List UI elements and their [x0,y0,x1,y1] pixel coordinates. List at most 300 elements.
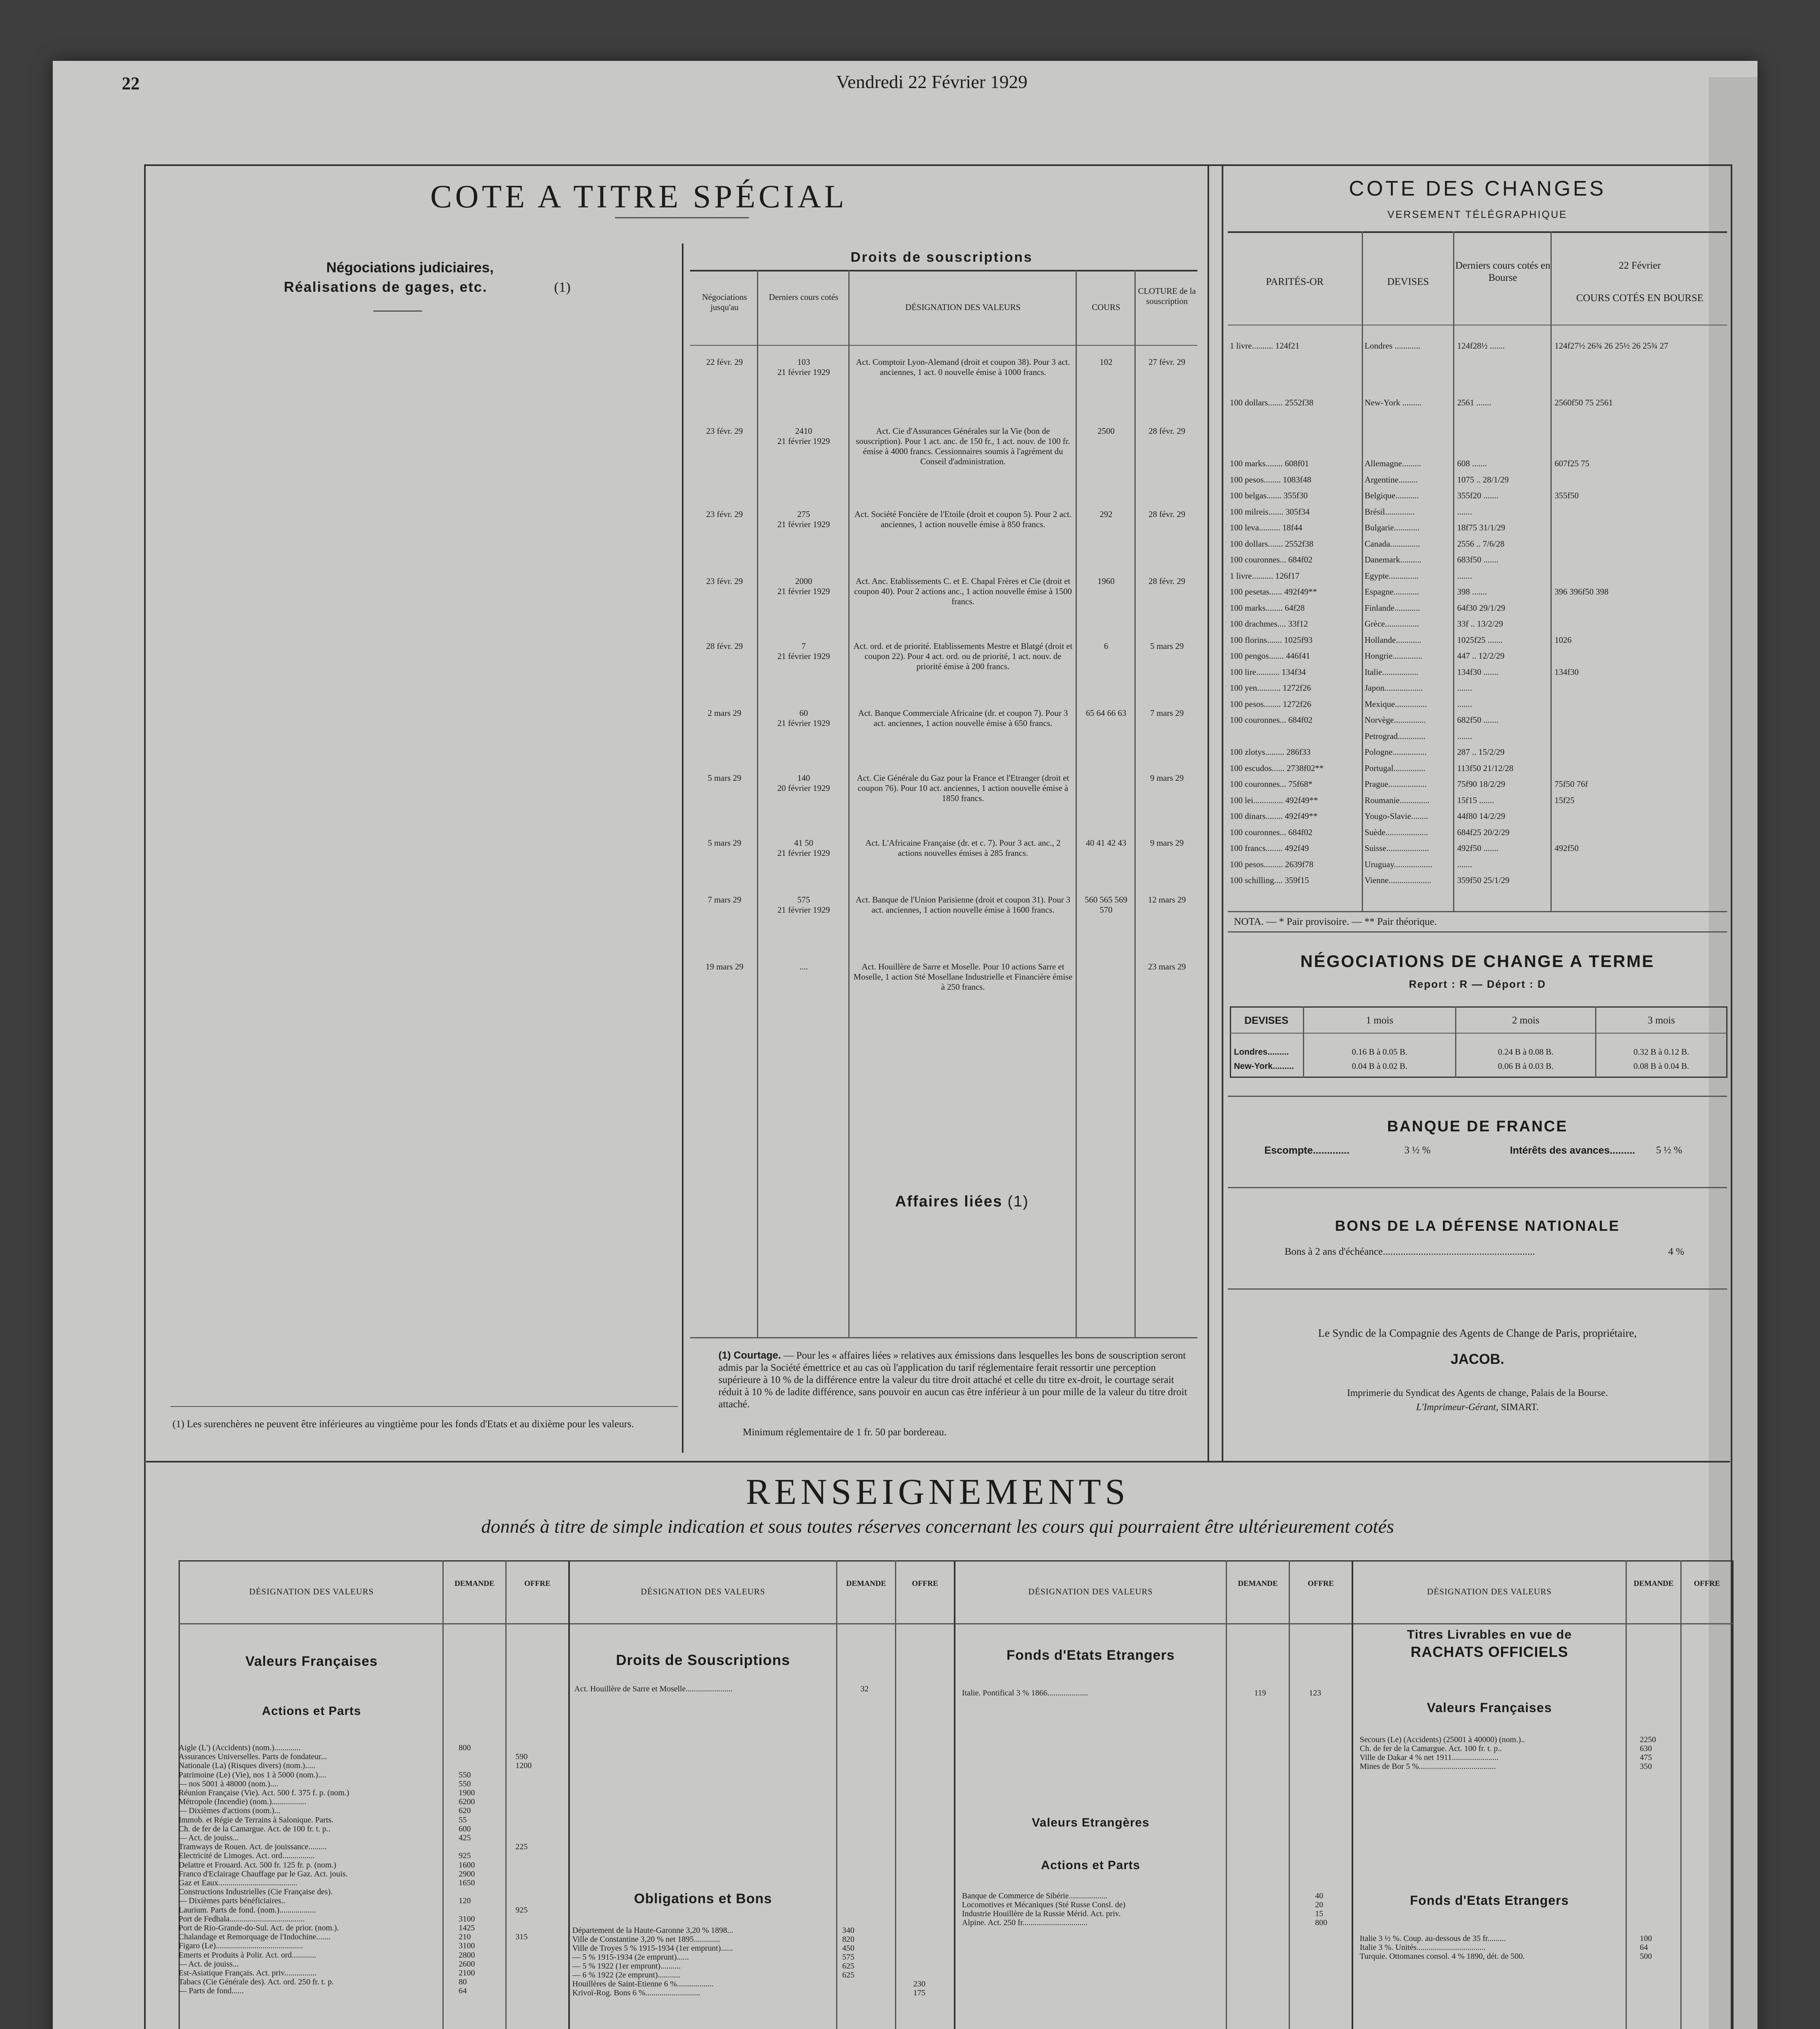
syndic-line1: Le Syndic de la Compagnie des Agents de Change de Paris, propriétaire, [1318,1327,1637,1339]
rens-row-offre: 230 [913,1979,925,1988]
rens-row-name: Réunion Française (Vie). Act. 500 f. 375 f. p. (nom.) [179,1788,349,1797]
changes-row-parite: 100 drachmes.... 33f12 [1230,619,1308,629]
droits-row-cours: .... [799,962,808,971]
rens-row-name: — Act. de jouiss... [179,1833,239,1842]
changes-row-dernier: ....... [1457,731,1472,741]
rens-row-name: Port de Fedhala..................................... [179,1914,305,1923]
changes-row-dernier: 33f .. 13/2/29 [1457,619,1503,629]
changes-divider-2 [1222,164,1223,1461]
changes-row-dernier: ....... [1457,571,1472,581]
rens-row-demande: 450 [842,1944,854,1953]
rens-row-name: Emerts et Produits à Polir. Act. ord............ [179,1950,316,1960]
rens-row-demande: 2900 [459,1869,475,1878]
droits-row-cours-date: 21 février 1929 [777,905,830,915]
changes-row-devise: Espagne............ [1365,587,1419,597]
rens-row-name: Ch. de fer de la Camargue. Act. de 100 fr. t. p.. [179,1824,330,1833]
changes-row-devise: Bulgarie............ [1365,523,1420,532]
changes-row-devise: Egypte.............. [1365,571,1419,581]
droits-row-cours-date: 21 février 1929 [777,848,830,858]
rens-row-name: Patrimoine (Le) (Vie), nos 1 à 5000 (nom.).... [179,1770,326,1779]
rens-row-name: Est-Asiatique Français. Act. priv................ [179,1969,317,1977]
rens-header-offre: OFFRE [524,1579,551,1588]
rens-col4-section1a: Titres Livrables en vue de [1407,1627,1572,1641]
rens-col1-subsection: Actions et Parts [262,1704,361,1718]
rens-val-line [836,1560,837,2029]
changes-row-devise: Belgique........... [1365,491,1419,500]
rens-row-name: Italie 3 ½ %. Coup. au-dessous de 35 fr......... [1360,1934,1506,1943]
courtage-label: (1) Courtage. [718,1350,781,1361]
bons-line-value: 4 % [1668,1246,1684,1257]
rens-row-offre: 315 [515,1932,528,1942]
changes-row-parite: 100 yen........... 1272f26 [1230,683,1311,693]
changes-row-parite: 100 dinars........ 492f49** [1230,811,1318,821]
changes-row-parite: 100 milreis....... 305f34 [1230,506,1310,517]
rens-row-demande: 1650 [459,1878,475,1887]
rens-row-name: Banque de Commerce de Sibérie................... [962,1891,1108,1900]
changes-row-devise: Petrograd............. [1365,731,1425,741]
terme-row-3m: 0.32 B à 0.12 B. [1633,1047,1689,1057]
changes-row-parite: 100 pesetas...... 492f49** [1230,587,1317,597]
changes-row-parite: 1 livre.......... 124f21 [1230,341,1300,351]
rens-row-name: Port de Rio-Grande-do-Sul. Act. de prior. (nom.). [179,1923,339,1932]
bons-line-label: Bons à 2 ans d'échéance............................................................ [1285,1246,1535,1257]
changes-row-parite: 100 francs........ 492f49 [1230,843,1309,853]
droits-header-cloture: CLOTURE de la souscription [1138,286,1196,306]
droits-row-cours-date: 20 février 1929 [777,783,830,793]
bons-title: BONS DE LA DÉFENSE NATIONALE [1335,1217,1620,1234]
droits-row-cours-actuel: 1960 [1098,576,1115,586]
changes-row-parite: 100 florins....... 1025f93 [1230,635,1313,645]
rens-row-offre: 40 [1315,1891,1323,1900]
droits-row-date: 5 mars 29 [707,838,742,848]
affaires-note-ref: (1) [1007,1193,1029,1210]
changes-row-dernier: 18f75 31/1/29 [1457,523,1505,532]
changes-row-dernier: 64f30 29/1/29 [1457,603,1505,613]
rens-row-demande: 55 [459,1815,467,1824]
left-col-divider [682,243,684,1453]
changes-row-devise: New-York ......... [1365,398,1422,407]
changes-row-devise: Norvège............... [1365,715,1426,725]
changes-row-dernier: 682f50 ....... [1457,715,1499,725]
rens-row-name: Industrie Houillère de la Russie Mérid. Act. priv. [962,1909,1121,1918]
changes-row-dernier: ....... [1457,683,1472,693]
changes-row-devise: Finlande............ [1365,603,1420,613]
rens-header-demande: DEMANDE [454,1579,495,1588]
rens-row-demande: 210 [459,1932,471,1942]
droits-row-cours: 7 [801,641,806,651]
rens-header-designation: DÉSIGNATION DES VALEURS [640,1587,766,1596]
changes-row-cours: 492f50 [1555,843,1579,853]
droits-top-rule [690,270,1197,271]
rens-row-name: Tramways de Rouen. Act. de jouissance......... [179,1842,327,1852]
rens-row-demande: 120 [459,1896,471,1906]
droits-row-date: 23 févr. 29 [706,426,743,436]
rens-row-offre: 225 [515,1842,528,1852]
banque-interets-label: Intérêts des avances......... [1510,1145,1635,1156]
rens-col2-section2: Obligations et Bons [634,1891,772,1906]
changes-row-dernier: 492f50 ....... [1457,843,1499,853]
changes-row-devise: Portugal............... [1365,763,1425,773]
rens-row-demande: 2800 [459,1950,475,1960]
droits-row-date: 5 mars 29 [707,773,742,783]
banque-title: BANQUE DE FRANCE [1387,1118,1568,1135]
syndic-name: JACOB. [1450,1351,1505,1367]
rens-row-demande: 620 [459,1806,471,1816]
rens-col-sep [568,1560,570,2029]
changes-row-dernier: ....... [1457,859,1472,869]
terme-row-3m: 0.08 B à 0.04 B. [1633,1061,1689,1071]
rens-val-line [895,1560,896,2029]
rens-row-demande: 2600 [459,1959,475,1969]
droits-row-cours: 2410 [795,426,812,436]
rens-row-demande: 550 [459,1770,471,1779]
changes-row-devise: Canada.............. [1365,538,1420,549]
droits-row-designation: Act. L'Africaine Française (dr. et c. 7). Pour 3 act. anc., 2 actions nouvelles émises à 285 francs. [865,838,1061,858]
rens-col3-section1: Fonds d'Etats Etrangers [1006,1648,1175,1663]
droits-row-cours-date: 21 février 1929 [777,519,830,529]
changes-row-parite: 100 couronnes... 684f02 [1230,555,1313,564]
droits-row-date: 7 mars 29 [707,895,742,905]
changes-row-dernier: 1025f25 ....... [1457,635,1503,645]
droits-row-cours-date: 21 février 1929 [777,651,830,661]
affaires-title [848,1193,1076,1211]
droits-row-date: 23 févr. 29 [706,576,743,586]
changes-header-parite: PARITÉS-OR [1266,276,1324,287]
terme-header-devises: DEVISES [1244,1015,1289,1026]
droits-header-cours-actuel: COURS [1091,302,1121,312]
droits-row-cloture: 9 mars 29 [1150,773,1184,783]
rens-row-name: — Act. de jouiss... [179,1959,239,1969]
rens-row-demande: 64 [459,1986,467,1996]
courtage-text: — Pour les « affaires liées » relatives aux émissions dans lesquelles les bons de souscription seront admis par la Société émettrice et au cas où l'application du tarif réglementaire ferait ressortir une perception supérieure à 10 % de la différence entre la valeur du titre droit attaché et celle du titre ex-droit, le courtage serait réduit à 10 % de ladite différence, sans pouvoir en aucun cas être inférieur à un pour mille de la valeur du titre droit attaché. [718,1350,1187,1410]
page-date: Vendredi 22 Février 1929 [836,71,1028,92]
rens-col3-subsection2: Actions et Parts [1041,1859,1141,1872]
rens-row-name: — Dixièmes d'actions (nom.)... [179,1806,280,1816]
changes-row-cours: 2560f50 75 2561 [1555,398,1613,407]
changes-row-devise: Prague.................. [1365,779,1427,789]
changes-row-dernier: 1075 .. 28/1/29 [1457,474,1509,485]
terme-header-2m: 2 mois [1512,1015,1540,1026]
rens-row-demande: 1425 [459,1923,475,1932]
changes-row-devise: Roumanie.............. [1365,795,1430,805]
changes-row-parite: 100 dollars....... 2552f38 [1230,538,1313,549]
rens-row-demande: 820 [842,1935,854,1944]
rens-row-offre: 800 [1315,1918,1327,1927]
rens-row-demande: 64 [1640,1943,1648,1952]
renseignements-title: RENSEIGNEMENTS [746,1472,1130,1512]
rens-row-name: Italie. Pontifical 3 % 1866.................... [962,1689,1088,1697]
changes-row-devise: Argentine......... [1365,474,1418,485]
changes-row-parite: 100 belgas....... 355f30 [1230,491,1308,500]
rens-row-name: — 5 % 1915-1934 (2e emprunt)...... [572,1953,689,1962]
rens-row-name: Krivoï-Rog. Bons 6 %........................... [572,1988,700,1997]
changes-row-dernier: 113f50 21/12/28 [1457,763,1514,773]
terme-subtitle: Report : R — Déport : D [1409,978,1546,990]
droits-bottom-rule [690,1337,1197,1338]
changes-row-dernier: 398 ....... [1457,587,1487,597]
changes-row-dernier: 683f50 ....... [1457,555,1499,564]
droits-col-line [1134,270,1136,1337]
rens-row-name: Electricité de Limoges. Act. ord................ [179,1851,315,1861]
changes-row-devise: Danemark.......... [1365,555,1421,564]
changes-row-devise: Uruguay.................. [1365,859,1432,869]
rens-row-demande: 600 [459,1824,471,1833]
rens-col1-section: Valeurs Françaises [245,1654,378,1669]
rens-col4-subsection1: Valeurs Françaises [1427,1700,1552,1715]
changes-row-devise: Suisse.................... [1365,843,1429,853]
rens-header-designation: DÉSIGNATION DES VALEURS [249,1587,374,1596]
changes-row-dernier: 359f50 25/1/29 [1457,875,1509,885]
changes-row-dernier: 75f90 18/2/29 [1457,779,1505,789]
rens-header-demande: DEMANDE [846,1579,886,1588]
cote-titre-title: COTE A TITRE SPÉCIAL [430,179,847,215]
changes-row-cours: 134f30 [1555,667,1579,677]
changes-row-parite: 100 marks........ 608f01 [1230,459,1309,468]
rens-row-demande: 3100 [459,1914,475,1923]
terme-row-2m: 0.06 B à 0.03 B. [1498,1061,1554,1071]
rens-row-name: Locomotives et Mécaniques (Sté Russe Consl. de) [962,1900,1126,1909]
changes-col-line [1453,231,1454,911]
changes-row-dernier: 2561 ....... [1457,398,1491,407]
droits-row-cours-actuel: 6 [1104,641,1108,651]
changes-row-cours: 124f27½ 26¾ 26 25½ 26 25¾ 27 [1555,341,1668,351]
rens-row-demande: 32 [860,1684,869,1693]
terme-header-3m: 3 mois [1647,1015,1675,1026]
changes-row-cours: 607f25 75 [1555,459,1589,468]
droits-row-cloture: 27 févr. 29 [1148,357,1186,367]
rens-val-line [1680,1560,1682,2029]
changes-bottom-rule [1228,911,1727,912]
rens-row-name: Delattre et Frouard. Act. 500 fr. 125 fr. p. (nom.) [179,1860,336,1870]
rens-row-name: Département de la Haute-Garonne 3,20 % 1898... [572,1926,733,1935]
droits-header-cours: Derniers cours cotés [769,292,839,302]
nota-rule [1228,931,1727,933]
droits-row-cloture: 28 févr. 29 [1148,426,1186,436]
changes-header-cours: COURS COTÉS EN BOURSE [1576,293,1704,304]
changes-header-dernier: Derniers cours cotés en Bourse [1455,260,1550,283]
rens-row-name: — 6 % 1922 (2e emprunt)........... [572,1971,680,1979]
changes-header-devise: DEVISES [1387,276,1429,287]
changes-row-devise: Hollande............ [1365,635,1421,645]
rens-row-demande: 2100 [459,1969,475,1977]
changes-row-parite: 100 couronnes... 684f02 [1230,715,1313,725]
changes-row-devise: Suède.................... [1365,827,1428,837]
droits-title: Droits de souscriptions [850,250,1033,265]
droits-row-designation: Act. Anc. Etablissements C. et E. Chapal Frères et Cie (droit et coupon 40). Pour 2 actions anc., 1 action nouvelle émise à 1500 francs. [854,576,1072,606]
terme-row-devise: Londres......... [1234,1047,1289,1057]
droits-row-cours: 103 [797,357,810,367]
rens-header-demande: DEMANDE [1238,1579,1278,1588]
banque-escompte-value: 3 ½ % [1404,1145,1431,1156]
renseignements-header-rule [179,1623,1734,1624]
terme-row-1m: 0.04 B à 0.02 B. [1352,1061,1408,1071]
droits-row-cloture: 9 mars 29 [1150,838,1184,848]
changes-row-cours: 15f25 [1555,795,1574,805]
rens-val-line [1626,1560,1627,2029]
droits-row-cloture: 5 mars 29 [1150,641,1184,651]
changes-row-parite: 100 zlotys......... 286f33 [1230,747,1311,757]
rens-row-name: Mines de Bor 5 %...................................... [1360,1762,1496,1771]
changes-nota: NOTA. — * Pair provisoire. — ** Pair théorique. [1234,916,1437,927]
changes-row-parite: 100 pengos....... 446f41 [1230,651,1310,661]
droits-row-cours: 575 [797,895,810,905]
changes-row-devise: Brésil.............. [1365,506,1415,517]
rens-col-sep [954,1560,955,2029]
droits-row-cloture: 28 févr. 29 [1148,576,1186,586]
rens-row-offre: 175 [913,1988,925,1997]
negociations-title-1: Négociations judiciaires, [326,260,494,276]
terme-header-1m: 1 mois [1366,1015,1393,1026]
rens-val-line [1226,1560,1227,2029]
rens-row-demande: 625 [842,1962,854,1971]
changes-row-parite: 100 lei.............. 492f49** [1230,795,1318,805]
rens-header-offre: OFFRE [912,1579,938,1588]
droits-row-cours: 60 [799,708,808,718]
rens-row-demande: 800 [459,1743,471,1752]
droits-row-designation: Act. Banque de l'Union Parisienne (droit et coupon 31). Pour 3 act. anciennes, 1 action nouvelle émise à 1600 francs. [856,895,1070,915]
changes-row-devise: Vienne.................... [1365,875,1432,885]
rens-row-name: — 5 % 1922 (1er emprunt).......... [572,1962,681,1971]
terme-row-devise: New-York......... [1234,1062,1294,1071]
changes-row-devise: Japon.................. [1365,683,1423,693]
changes-header-date: 22 Février [1619,260,1661,271]
rens-row-name: Houillères de Saint-Etienne 6 %.................. [572,1979,714,1988]
droits-row-cours-actuel: 560 565 569 570 [1085,895,1128,915]
rens-row-demande: 425 [459,1833,471,1842]
changes-row-devise: Pologne................ [1365,747,1427,757]
rens-row-demande: 625 [842,1971,854,1979]
rens-header-demande: DEMANDE [1633,1579,1674,1588]
droits-row-cours: 2000 [795,576,812,586]
rens-row-name: Chalandage et Remorquage de l'Indochine....... [179,1932,331,1942]
changes-row-dernier: ....... [1457,699,1472,709]
affaires-title-text: Affaires liées [895,1193,1003,1210]
changes-row-parite: 100 dollars....... 2552f38 [1230,398,1313,407]
rens-row-demande: 340 [842,1926,854,1935]
rens-row-demande: 925 [459,1851,471,1861]
rens-row-name: Nationale (La) (Risques divers) (nom.)..... [179,1761,315,1771]
droits-row-date: 2 mars 29 [707,708,742,718]
changes-row-dernier: 287 .. 15/2/29 [1457,747,1505,757]
changes-col-line [1550,231,1552,911]
page-number: 22 [122,73,140,93]
changes-row-devise: Italie................. [1365,667,1419,677]
rens-val-line [1289,1560,1290,2029]
changes-row-devise: Hongrie.............. [1365,651,1423,661]
rens-row-demande: 1900 [459,1788,475,1797]
rens-row-demande: 100 [1640,1934,1652,1943]
imprimerie-line: Imprimerie du Syndicat des Agents de change, Palais de la Bourse. [1347,1388,1608,1398]
rens-row-demande: 475 [1640,1753,1652,1762]
rens-row-offre: 590 [515,1752,528,1762]
changes-row-dernier: 134f30 ....... [1457,667,1499,677]
rens-header-offre: OFFRE [1307,1579,1334,1588]
rens-header-designation: DÉSIGNATION DES VALEURS [1427,1587,1552,1596]
bons-rule [1228,1187,1727,1188]
renseignements-subtitle: donnés à titre de simple indication et sous toutes réserves concernant les cours qui pourraient être ultérieurement cotés [481,1516,1394,1537]
changes-row-parite: 100 pesos......... 2639f78 [1230,859,1313,869]
droits-row-cloture: 12 mars 29 [1148,895,1186,905]
rens-row-name: Turquie. Ottomanes consol. 4 % 1890, dét. de 500. [1360,1952,1525,1961]
changes-row-parite: 1 livre.......... 126f17 [1230,571,1300,581]
droits-row-cours-actuel: 102 [1100,357,1113,367]
banque-interets-value: 5 ½ % [1656,1145,1682,1156]
rens-row-demande: 119 [1254,1689,1266,1697]
rens-row-name: Immob. et Régie de Terrains à Salonique. Parts. [179,1815,334,1824]
rens-row-name: Aigle (L') (Accidents) (nom.)............. [179,1743,301,1752]
changes-row-devise: Londres ............ [1365,341,1421,351]
droits-row-designation: Act. Cie Générale du Gaz pour la France et l'Etranger (droit et coupon 76). Pour 10 act. anciennes, 1 action nouvelle émise à 1850 francs. [857,773,1069,803]
rens-row-name: Laurium. Parts de fond. (nom.).................. [179,1905,316,1915]
droits-col-line [757,270,758,1337]
droits-row-cloture: 23 mars 29 [1148,962,1186,971]
rens-row-name: Métropole (Incendie) (nom.)................. [179,1797,306,1807]
rens-row-offre: 925 [515,1905,528,1915]
terme-header-rule [1230,1033,1727,1034]
courtage-block [718,1349,1195,1411]
rens-row-name: Ville de Constantine 3,20 % net 1895............. [572,1935,720,1944]
rens-row-offre: 15 [1315,1909,1323,1918]
droits-row-cours-date: 21 février 1929 [777,718,830,728]
gerant-label: L'Imprimeur-Gérant, [1416,1402,1499,1413]
changes-title: COTE DES CHANGES [1349,177,1606,200]
droits-row-cours: 41 50 [794,838,813,848]
changes-top-rule [1228,231,1727,233]
changes-row-dernier: 44f80 14/2/29 [1457,811,1505,821]
changes-row-dernier: 355f20 ....... [1457,491,1499,500]
changes-row-cours: 355f50 [1555,491,1579,500]
changes-divider [1208,164,1209,1461]
rens-row-name: Assurances Universelles. Parts de fondateur... [179,1752,327,1762]
changes-row-dernier: 447 .. 12/2/29 [1457,651,1505,661]
rens-row-name: — Dixièmes parts bénéficiaires.. [179,1896,285,1906]
droits-row-cours: 275 [797,509,810,519]
changes-row-cours: 396 396f50 398 [1555,587,1609,597]
rens-row-name: Secours (Le) (Accidents) (25001 à 40000) (nom.).. [1360,1735,1525,1744]
rens-row-demande: 3100 [459,1941,475,1951]
rens-row-demande: 2250 [1640,1735,1656,1744]
rens-row-offre: 123 [1309,1689,1321,1697]
changes-row-cours: 1026 [1555,635,1572,645]
rens-row-name: Act. Houillère de Sarre et Moselle....................... [574,1684,733,1693]
negociations-rule [373,310,422,312]
changes-row-parite: 100 pesos........ 1272f26 [1230,699,1311,709]
changes-row-dernier: ....... [1457,506,1472,517]
changes-row-parite: 100 leva.......... 18f44 [1230,523,1302,532]
rens-row-name: Franco d'Eclairage Chauffage par le Gaz. Act. jouis. [179,1869,348,1878]
changes-row-parite: 100 marks........ 64f28 [1230,603,1305,613]
changes-row-devise: Mexique............... [1365,699,1427,709]
changes-row-parite: 100 schilling.... 359f15 [1230,875,1309,885]
droits-row-designation: Act. Société Foncière de l'Etoile (droit et coupon 5). Pour 2 act. anciennes, 1 action nouvelle émise à 850 francs. [854,509,1072,529]
changes-row-parite: 100 couronnes... 75f68* [1230,779,1313,789]
changes-row-dernier: 2556 .. 7/6/28 [1457,538,1505,549]
rens-col4-section1b: RACHATS OFFICIELS [1410,1643,1568,1660]
rens-row-name: — nos 5001 à 48000 (nom.).... [179,1779,278,1788]
rens-row-demande: 550 [459,1779,471,1788]
changes-row-devise: Allemagne......... [1365,459,1421,468]
rens-col4-section2: Fonds d'Etats Etrangers [1410,1893,1569,1908]
rens-header-offre: OFFRE [1694,1579,1720,1588]
rens-row-offre: 1200 [515,1761,532,1771]
droits-row-date: 28 févr. 29 [706,641,743,651]
rens-row-demande: 630 [1640,1744,1652,1753]
droits-col-line [848,270,850,1337]
droits-row-cours: 140 [797,773,810,783]
negociations-note-ref: (1) [554,279,571,295]
rens-header-designation: DÉSIGNATION DES VALEURS [1028,1587,1153,1596]
courtage-min: Minimum réglementaire de 1 fr. 50 par bordereau. [743,1427,947,1438]
